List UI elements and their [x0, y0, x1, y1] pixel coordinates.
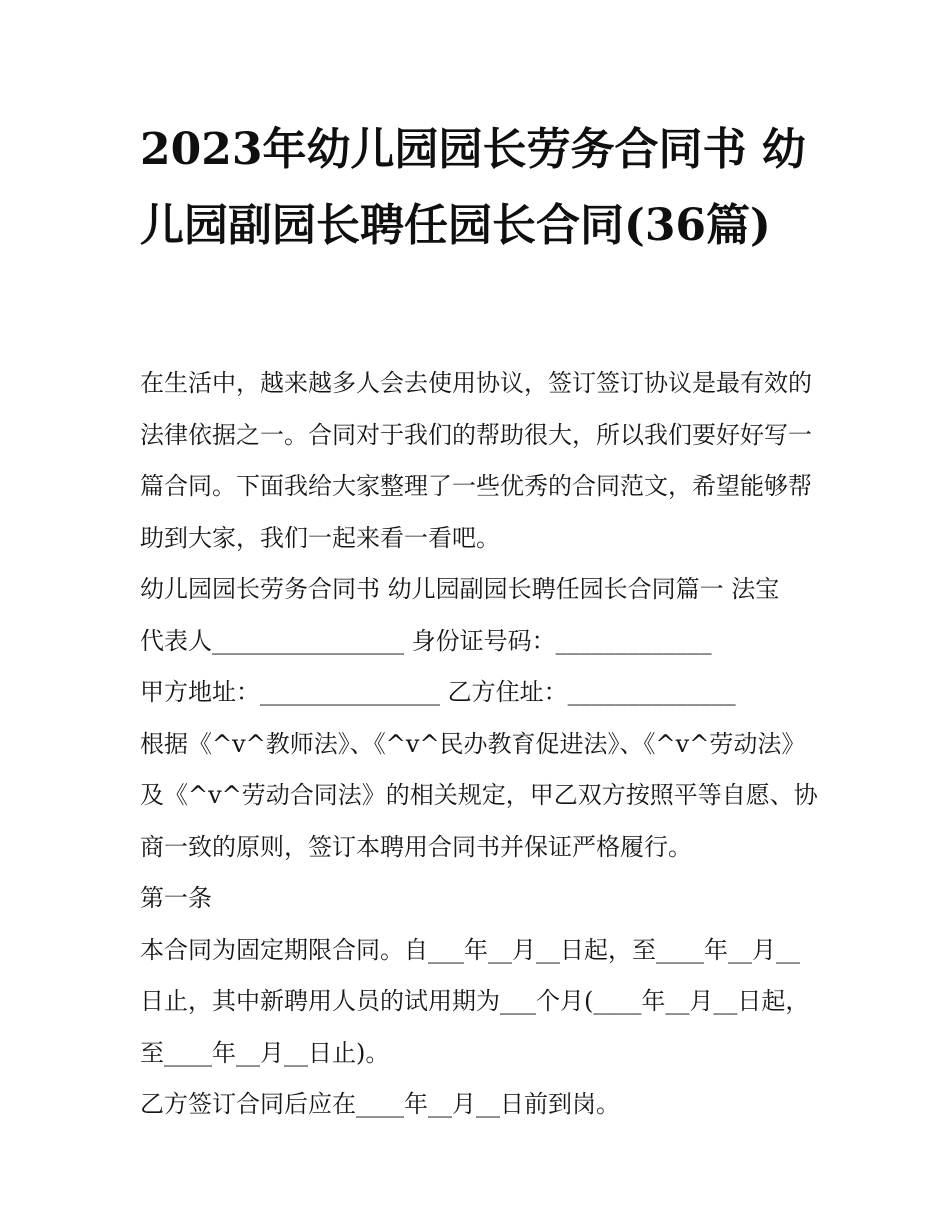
document-title: 2023年幼儿园园长劳务合同书 幼儿园副园长聘任园长合同(36篇) — [140, 124, 806, 251]
address-line: 甲方地址：_______________ 乙方住址：______________ — [140, 678, 736, 706]
contract-term-paragraph: 本合同为固定期限合同。自___年__月__日起，至____年__月__日止，其中新聘用人员的试用期为___个月(____年__月__日起，至____年__月__日止)。 — [140, 935, 810, 1067]
intro-paragraph: 在生活中，越来越多人会去使用协议，签订签订协议是最有效的法律依据之一。合同对于我们的帮助很大，所以我们要好好写一篇合同。下面我给大家整理了一些优秀的合同范文，希望能够帮助到大家，我们一起来看一看吧。 — [140, 369, 812, 552]
document-body — [140, 358, 820, 1131]
representative-id-line: 代表人________________ 身份证号码：_____________ — [140, 626, 712, 655]
arrival-date-paragraph: 乙方签订合同后应在____年__月__日前到岗。 — [140, 1090, 620, 1118]
article-one-heading: 第一条 — [140, 884, 212, 912]
legal-basis-paragraph: 根据《^v^教师法》、《^v^民办教育促进法》、《^v^劳动法》及《^v^劳动合同法》的相关规定，甲乙双方按照平等自愿、协商一致的原则，签订本聘用合同书并保证严格履行。 — [140, 729, 818, 861]
contract-heading-line: 幼儿园园长劳务合同书 幼儿园副园长聘任园长合同篇一 法宝 — [140, 575, 780, 603]
